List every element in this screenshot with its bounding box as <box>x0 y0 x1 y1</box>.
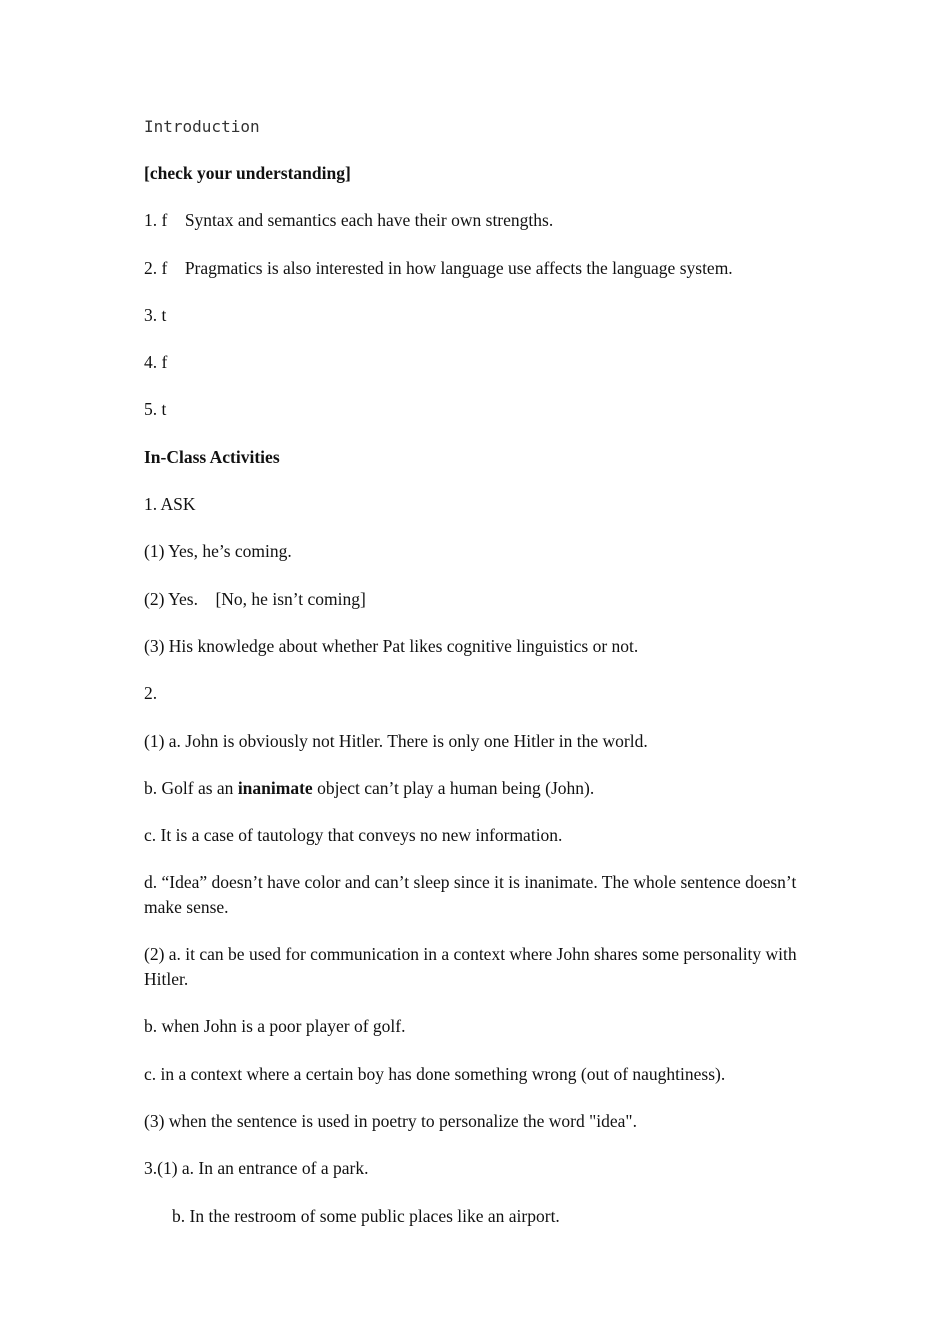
activity2-paragraph: d. “Idea” doesn’t have color and can’t sleep since it is inanimate. The whole sentence doesn’t make sense. <box>144 872 801 917</box>
activity2-title: 2. <box>144 683 158 703</box>
activity1-item: (2) Yes. [No, he isn’t coming] <box>144 589 366 609</box>
activity2-paragraph: c. in a context where a certain boy has done something wrong (out of naughtiness). <box>144 1064 726 1084</box>
activity1-item: (3) His knowledge about whether Pat likes cognitive linguistics or not. <box>144 636 639 656</box>
activity2-paragraph: b. when John is a poor player of golf. <box>144 1016 406 1036</box>
section-title-activities: In-Class Activities <box>144 447 280 467</box>
answer-item: 1. f Syntax and semantics each have their own strengths. <box>144 210 554 230</box>
section-title-check: [check your understanding] <box>144 163 351 183</box>
page-heading: Introduction <box>144 117 260 136</box>
answer-item: 4. f <box>144 352 168 372</box>
activity2-paragraph <box>144 776 814 801</box>
answer-item: 2. f Pragmatics is also interested in how language use affects the language system. <box>144 258 733 278</box>
activity1-item: (1) Yes, he’s coming. <box>144 541 292 561</box>
activity2-paragraph: (2) a. it can be used for communication in a context where John shares some personality with Hitler. <box>144 944 802 989</box>
text-segment: b. Golf as an <box>144 778 238 798</box>
activity2-paragraph: (3) when the sentence is used in poetry to personalize the word "idea". <box>144 1111 637 1131</box>
answer-item: 3. t <box>144 305 167 325</box>
activity3-paragraph: 3.(1) a. In an entrance of a park. <box>144 1158 369 1178</box>
emphasis-word: inanimate <box>237 778 313 798</box>
activity1-title: 1. ASK <box>144 494 196 514</box>
answer-item: 5. t <box>144 399 167 419</box>
activity3-paragraph: b. In the restroom of some public places like an airport. <box>172 1206 560 1226</box>
activity2-paragraph: (1) a. John is obviously not Hitler. There is only one Hitler in the world. <box>144 731 648 751</box>
activity2-paragraph: c. It is a case of tautology that conveys no new information. <box>144 825 563 845</box>
text-segment: object can’t play a human being (John). <box>312 778 595 798</box>
